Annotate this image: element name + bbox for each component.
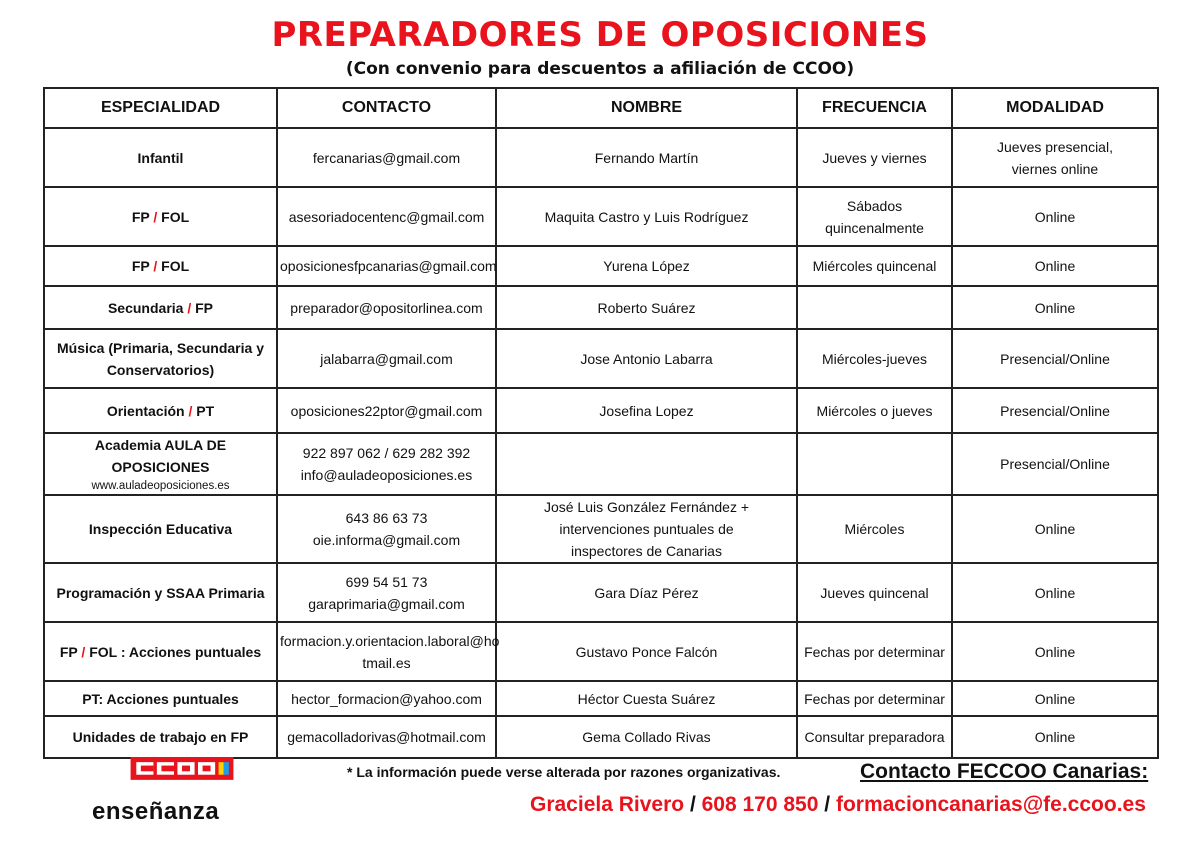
cell-nombre: Gara Díaz Pérez	[496, 563, 797, 622]
contact-email: gemacolladorivas@hotmail.com	[287, 729, 486, 745]
cell-frecuencia: Miércoles quincenal	[797, 246, 952, 286]
especialidad-text: Inspección Educativa	[88, 521, 233, 537]
modalidad-line: Jueves presencial,	[997, 138, 1113, 155]
contact-name: Graciela Rivero	[530, 793, 685, 816]
especialidad-text: Infantil	[137, 149, 184, 166]
logo-yellow-bar	[219, 762, 224, 775]
especialidad-text: Academia AULA DE OPOSICIONES	[94, 437, 227, 475]
table-row	[44, 246, 1158, 286]
table-row	[44, 128, 1158, 187]
cell-modalidad: Online	[952, 716, 1158, 758]
contact-email: fercanarias@gmail.com	[312, 149, 461, 166]
cell-contacto	[277, 563, 496, 622]
cell-especialidad	[44, 433, 277, 495]
cell-nombre: Jose Antonio Labarra	[496, 329, 797, 388]
col-header-especialidad: ESPECIALIDAD	[44, 88, 277, 128]
contact-phone: 699 54 51 73	[345, 573, 428, 590]
cell-contacto	[277, 286, 496, 329]
cell-nombre	[496, 495, 797, 563]
cell-nombre: Roberto Suárez	[496, 286, 797, 329]
cell-frecuencia: Jueves quincenal	[797, 563, 952, 622]
contact-title: Contacto FECCOO Canarias:	[860, 760, 1149, 783]
frecuencia-line: quincenalmente	[825, 219, 924, 236]
contact-email: hector_formacion@yahoo.com	[291, 690, 482, 707]
cell-contacto	[277, 681, 496, 716]
cell-frecuencia: Miércoles o jueves	[797, 388, 952, 433]
cell-especialidad	[44, 329, 277, 388]
cell-modalidad: Online	[952, 495, 1158, 563]
especialidad-text: Programación y SSAA Primaria	[56, 584, 265, 601]
especialidad-text: PT: Acciones puntuales	[82, 690, 239, 707]
especialidad-text: FP	[131, 258, 150, 274]
frecuencia-line: Sábados	[846, 197, 903, 214]
cell-especialidad	[44, 495, 277, 563]
contact-phone: 608 170 850	[701, 793, 819, 816]
cell-especialidad	[44, 563, 277, 622]
table-row	[44, 563, 1158, 622]
modalidad-line: viernes online	[1011, 160, 1099, 177]
cell-modalidad: Online	[952, 187, 1158, 246]
slash-separator: /	[81, 643, 86, 660]
cell-nombre: Josefina Lopez	[496, 388, 797, 433]
cell-frecuencia: Jueves y viernes	[797, 128, 952, 187]
contact-email: garaprimaria@gmail.com	[308, 595, 465, 612]
cell-especialidad	[44, 128, 277, 187]
cell-frecuencia	[797, 187, 952, 246]
cell-modalidad	[952, 128, 1158, 187]
cell-frecuencia: Miércoles	[797, 495, 952, 563]
contact-email: asesoriadocentenc@gmail.com	[288, 208, 485, 225]
logo-letter-c2-cut	[161, 766, 174, 772]
cell-modalidad: Online	[952, 622, 1158, 681]
col-header-contacto: CONTACTO	[277, 88, 496, 128]
table-row	[44, 433, 1158, 495]
especialidad-text: FP	[195, 299, 214, 316]
contact-email: formacion.y.orientacion.laboral@ho	[280, 632, 500, 649]
cell-modalidad: Online	[952, 681, 1158, 716]
cell-especialidad	[44, 622, 277, 681]
logo-letter-o2-cut	[203, 766, 211, 772]
cell-contacto	[277, 388, 496, 433]
cell-frecuencia: Miércoles-jueves	[797, 329, 952, 388]
cell-especialidad	[44, 187, 277, 246]
especialidad-text: PT	[196, 402, 215, 419]
table-row	[44, 622, 1158, 681]
contact-separator: /	[689, 793, 696, 816]
nombre-line: José Luis González Fernández + intervenciones puntuales de	[543, 499, 750, 537]
cell-frecuencia	[797, 286, 952, 329]
cell-modalidad: Presencial/Online	[952, 388, 1158, 433]
cell-contacto	[277, 495, 496, 563]
especialidad-text: Orientación	[106, 402, 185, 419]
cell-contacto	[277, 622, 500, 681]
especialidad-text: Música (Primaria, Secundaria y	[57, 339, 264, 356]
slash-separator: /	[188, 402, 193, 419]
cell-especialidad	[44, 246, 277, 286]
table-row	[44, 329, 1158, 388]
page-title: PREPARADORES DE OPOSICIONES	[271, 15, 929, 55]
cell-frecuencia: Fechas por determinar	[797, 681, 952, 716]
logo-letter-o1-cut	[182, 766, 190, 772]
especialidad-text: Unidades de trabajo en FP	[72, 729, 249, 745]
contact-email: preparador@opositorlinea.com	[290, 299, 483, 316]
contact-email: info@auladeoposiciones.es	[300, 467, 473, 483]
slash-separator: /	[153, 208, 158, 225]
cell-nombre	[496, 433, 797, 495]
contact-email: oie.informa@gmail.com	[312, 532, 461, 548]
page-subtitle: (Con convenio para descuentos a afiliación de CCOO)	[345, 59, 855, 79]
cell-contacto	[277, 187, 496, 246]
especialidad-text: FP	[59, 643, 78, 660]
footnote: * La información puede verse alterada por razones organizativas.	[347, 764, 781, 780]
ccoo-logo	[92, 757, 272, 797]
cell-modalidad: Online	[952, 286, 1158, 329]
logo-wordmark: enseñanza	[92, 798, 220, 825]
cell-modalidad: Online	[952, 563, 1158, 622]
cell-nombre: Gema Collado Rivas	[496, 716, 797, 758]
especialidad-text: Conservatorios)	[106, 361, 215, 378]
cell-frecuencia: Consultar preparadora	[797, 716, 952, 758]
cell-nombre: Gustavo Ponce Falcón	[496, 622, 797, 681]
cell-nombre: Fernando Martín	[496, 128, 797, 187]
contact-separator: /	[824, 793, 831, 816]
cell-modalidad: Presencial/Online	[952, 329, 1158, 388]
preparadores-table	[43, 87, 1159, 759]
table-row	[44, 495, 1158, 563]
especialidad-text: FOL	[161, 258, 190, 274]
cell-especialidad	[44, 716, 277, 758]
cell-modalidad: Presencial/Online	[952, 433, 1158, 495]
contact-email-link[interactable]: formacioncanarias@fe.ccoo.es	[835, 793, 1146, 816]
col-header-nombre: NOMBRE	[496, 88, 797, 128]
especialidad-text: FOL : Acciones puntuales	[89, 643, 262, 660]
slash-separator: /	[187, 299, 192, 316]
table-header-row	[44, 88, 1158, 128]
especialidad-text: FOL	[161, 208, 190, 225]
cell-contacto	[277, 329, 496, 388]
contact-email: jalabarra@gmail.com	[320, 350, 453, 367]
contact-email: oposiciones22ptor@gmail.com	[290, 402, 483, 419]
col-header-frecuencia: FRECUENCIA	[797, 88, 952, 128]
cell-frecuencia: Fechas por determinar	[797, 622, 952, 681]
cell-contacto	[277, 433, 496, 495]
slash-separator: /	[153, 258, 158, 274]
cell-contacto	[277, 716, 496, 758]
cell-frecuencia	[797, 433, 952, 495]
nombre-line: inspectores de Canarias	[571, 543, 722, 559]
contact-phone: 643 86 63 73	[345, 510, 428, 526]
contact-phone: 922 897 062 / 629 282 392	[302, 445, 471, 461]
table-row	[44, 716, 1158, 758]
cell-especialidad	[44, 388, 277, 433]
table-row	[44, 187, 1158, 246]
table-row	[44, 388, 1158, 433]
website-text: www.auladeoposiciones.es	[91, 480, 230, 492]
logo-letter-c1-cut	[141, 766, 154, 772]
contact-email: oposicionesfpcanarias@gmail.com	[280, 258, 497, 274]
cell-nombre: Maquita Castro y Luis Rodríguez	[496, 187, 797, 246]
cell-especialidad	[44, 286, 277, 329]
contact-email: tmail.es	[362, 654, 411, 671]
especialidad-text: Secundaria	[107, 299, 184, 316]
cell-contacto	[277, 128, 496, 187]
cell-contacto	[277, 246, 496, 286]
table-row	[44, 681, 1158, 716]
cell-modalidad: Online	[952, 246, 1158, 286]
contact-line	[530, 793, 1146, 817]
cell-especialidad	[44, 681, 277, 716]
cell-nombre: Yurena López	[496, 246, 797, 286]
table-row	[44, 286, 1158, 329]
especialidad-text: FP	[131, 208, 150, 225]
col-header-modalidad: MODALIDAD	[952, 88, 1158, 128]
cell-nombre: Héctor Cuesta Suárez	[496, 681, 797, 716]
logo-blue-bar	[224, 762, 229, 775]
